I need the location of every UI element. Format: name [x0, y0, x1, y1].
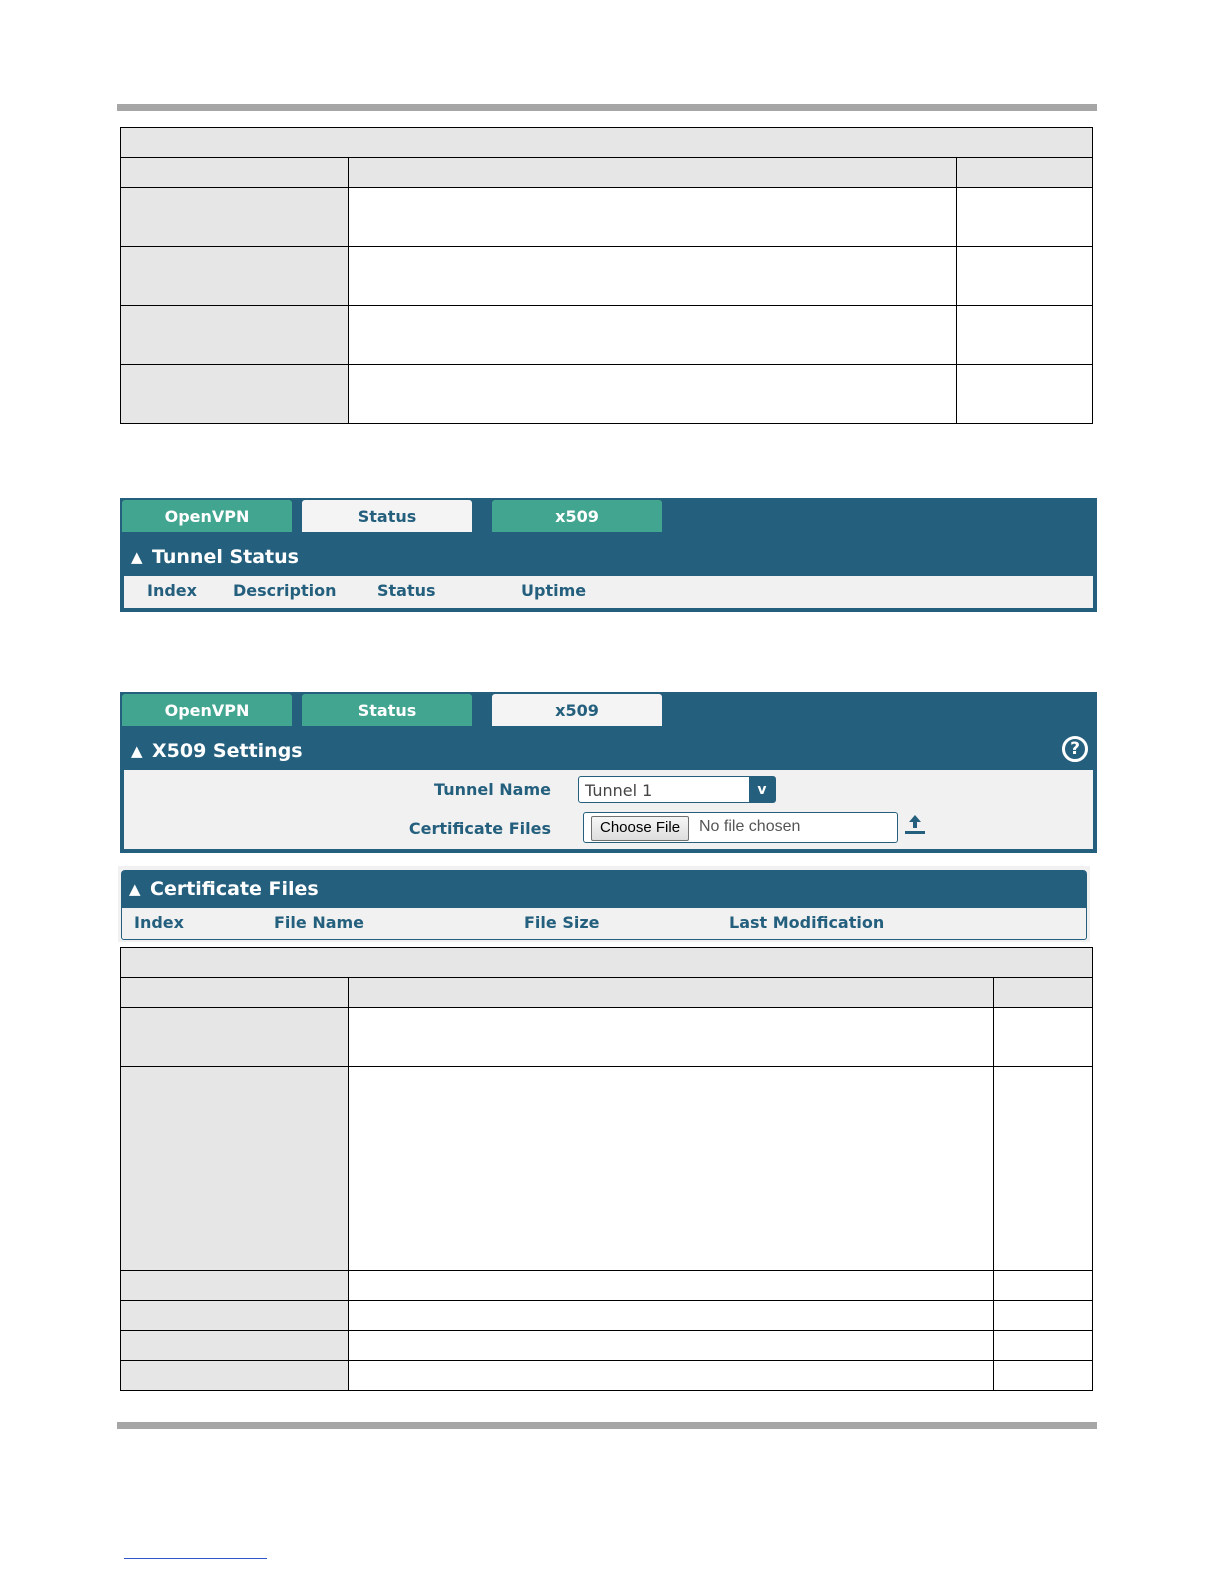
table-row-default: [994, 1008, 1093, 1067]
col-status: Status: [377, 581, 436, 600]
tab-x509[interactable]: x509: [492, 694, 662, 726]
table-row-desc: [349, 1067, 994, 1271]
col-last-modification: Last Modification: [729, 913, 885, 932]
table-row-desc: [349, 306, 957, 365]
table-row-desc: [349, 365, 957, 424]
tunnel-status-header[interactable]: [123, 538, 1094, 576]
table-row-default: [957, 188, 1093, 247]
doc-table-top: [120, 127, 1093, 424]
col-uptime: Uptime: [521, 581, 587, 600]
tab-bar: [120, 498, 1097, 534]
table-row-label: [121, 1361, 349, 1391]
table-row-label: [121, 247, 349, 306]
tab-status[interactable]: Status: [302, 694, 472, 726]
certificate-files-table-header: [121, 908, 1087, 940]
no-file-text: No file chosen: [699, 818, 801, 835]
col-index: Index: [147, 581, 197, 600]
tab-bar: [120, 692, 1097, 728]
upload-icon[interactable]: [903, 814, 927, 836]
col-description: Description: [233, 581, 337, 600]
table-row-desc: [349, 1331, 994, 1361]
table-row-desc: [349, 1271, 994, 1301]
tab-x509[interactable]: x509: [492, 500, 662, 532]
table-header-cell: [349, 158, 957, 188]
col-file-size: File Size: [524, 913, 600, 932]
table-row-default: [994, 1301, 1093, 1331]
table-header-cell: [121, 978, 349, 1008]
certificate-files-panel: [118, 866, 1090, 942]
table-row-desc: [349, 1008, 994, 1067]
section-title: X509 Settings: [152, 740, 303, 762]
tab-status[interactable]: Status: [302, 500, 472, 532]
section-title: Certificate Files: [150, 878, 319, 900]
table-row-desc: [349, 1361, 994, 1391]
x509-settings-header[interactable]: [123, 732, 1094, 770]
table-row-default: [994, 1361, 1093, 1391]
certificate-files-header[interactable]: [121, 870, 1087, 908]
table-header-cell: [994, 978, 1093, 1008]
tunnel-name-value: Tunnel 1: [585, 781, 653, 800]
table-row-label: [121, 188, 349, 247]
table-row-label: [121, 1271, 349, 1301]
table-header-cell: [349, 978, 994, 1008]
collapse-caret-icon[interactable]: ▲: [131, 742, 143, 760]
x509-settings-form: [123, 770, 1094, 850]
tab-openvpn[interactable]: OpenVPN: [122, 500, 292, 532]
certificate-file-input[interactable]: [583, 812, 898, 843]
table-row-default: [994, 1331, 1093, 1361]
tab-openvpn[interactable]: OpenVPN: [122, 694, 292, 726]
table-title-row: [121, 948, 1093, 978]
collapse-caret-icon[interactable]: ▲: [131, 548, 143, 566]
doc-table-bottom: [120, 947, 1093, 1391]
table-header-cell: [957, 158, 1093, 188]
table-title-row: [121, 128, 1093, 158]
tunnel-name-select[interactable]: [578, 776, 776, 803]
tunnel-status-panel: [120, 498, 1097, 612]
table-row-default: [957, 365, 1093, 424]
table-row-desc: [349, 247, 957, 306]
table-row-default: [994, 1271, 1093, 1301]
table-row-label: [121, 1301, 349, 1331]
footer-link-underline: [124, 1558, 267, 1559]
collapse-caret-icon[interactable]: ▲: [129, 880, 141, 898]
table-row-default: [994, 1067, 1093, 1271]
tunnel-status-table-header: [123, 576, 1094, 609]
table-row-label: [121, 306, 349, 365]
table-row-label: [121, 365, 349, 424]
table-header-cell: [121, 158, 349, 188]
table-row-label: [121, 1067, 349, 1271]
col-index: Index: [134, 913, 184, 932]
choose-file-button[interactable]: Choose File: [591, 816, 689, 841]
tunnel-name-label: Tunnel Name: [434, 780, 551, 799]
x509-settings-panel: [120, 692, 1097, 853]
table-row-desc: [349, 188, 957, 247]
table-row-default: [957, 247, 1093, 306]
section-title: Tunnel Status: [152, 546, 299, 568]
certificate-files-label: Certificate Files: [408, 819, 551, 838]
table-row-label: [121, 1331, 349, 1361]
footer-rule: [117, 1422, 1097, 1429]
col-file-name: File Name: [274, 913, 365, 932]
header-rule: [117, 104, 1097, 111]
table-row-label: [121, 1008, 349, 1067]
chevron-down-icon[interactable]: v: [749, 777, 775, 802]
table-row-desc: [349, 1301, 994, 1331]
table-row-default: [957, 306, 1093, 365]
help-icon[interactable]: ?: [1062, 736, 1088, 762]
